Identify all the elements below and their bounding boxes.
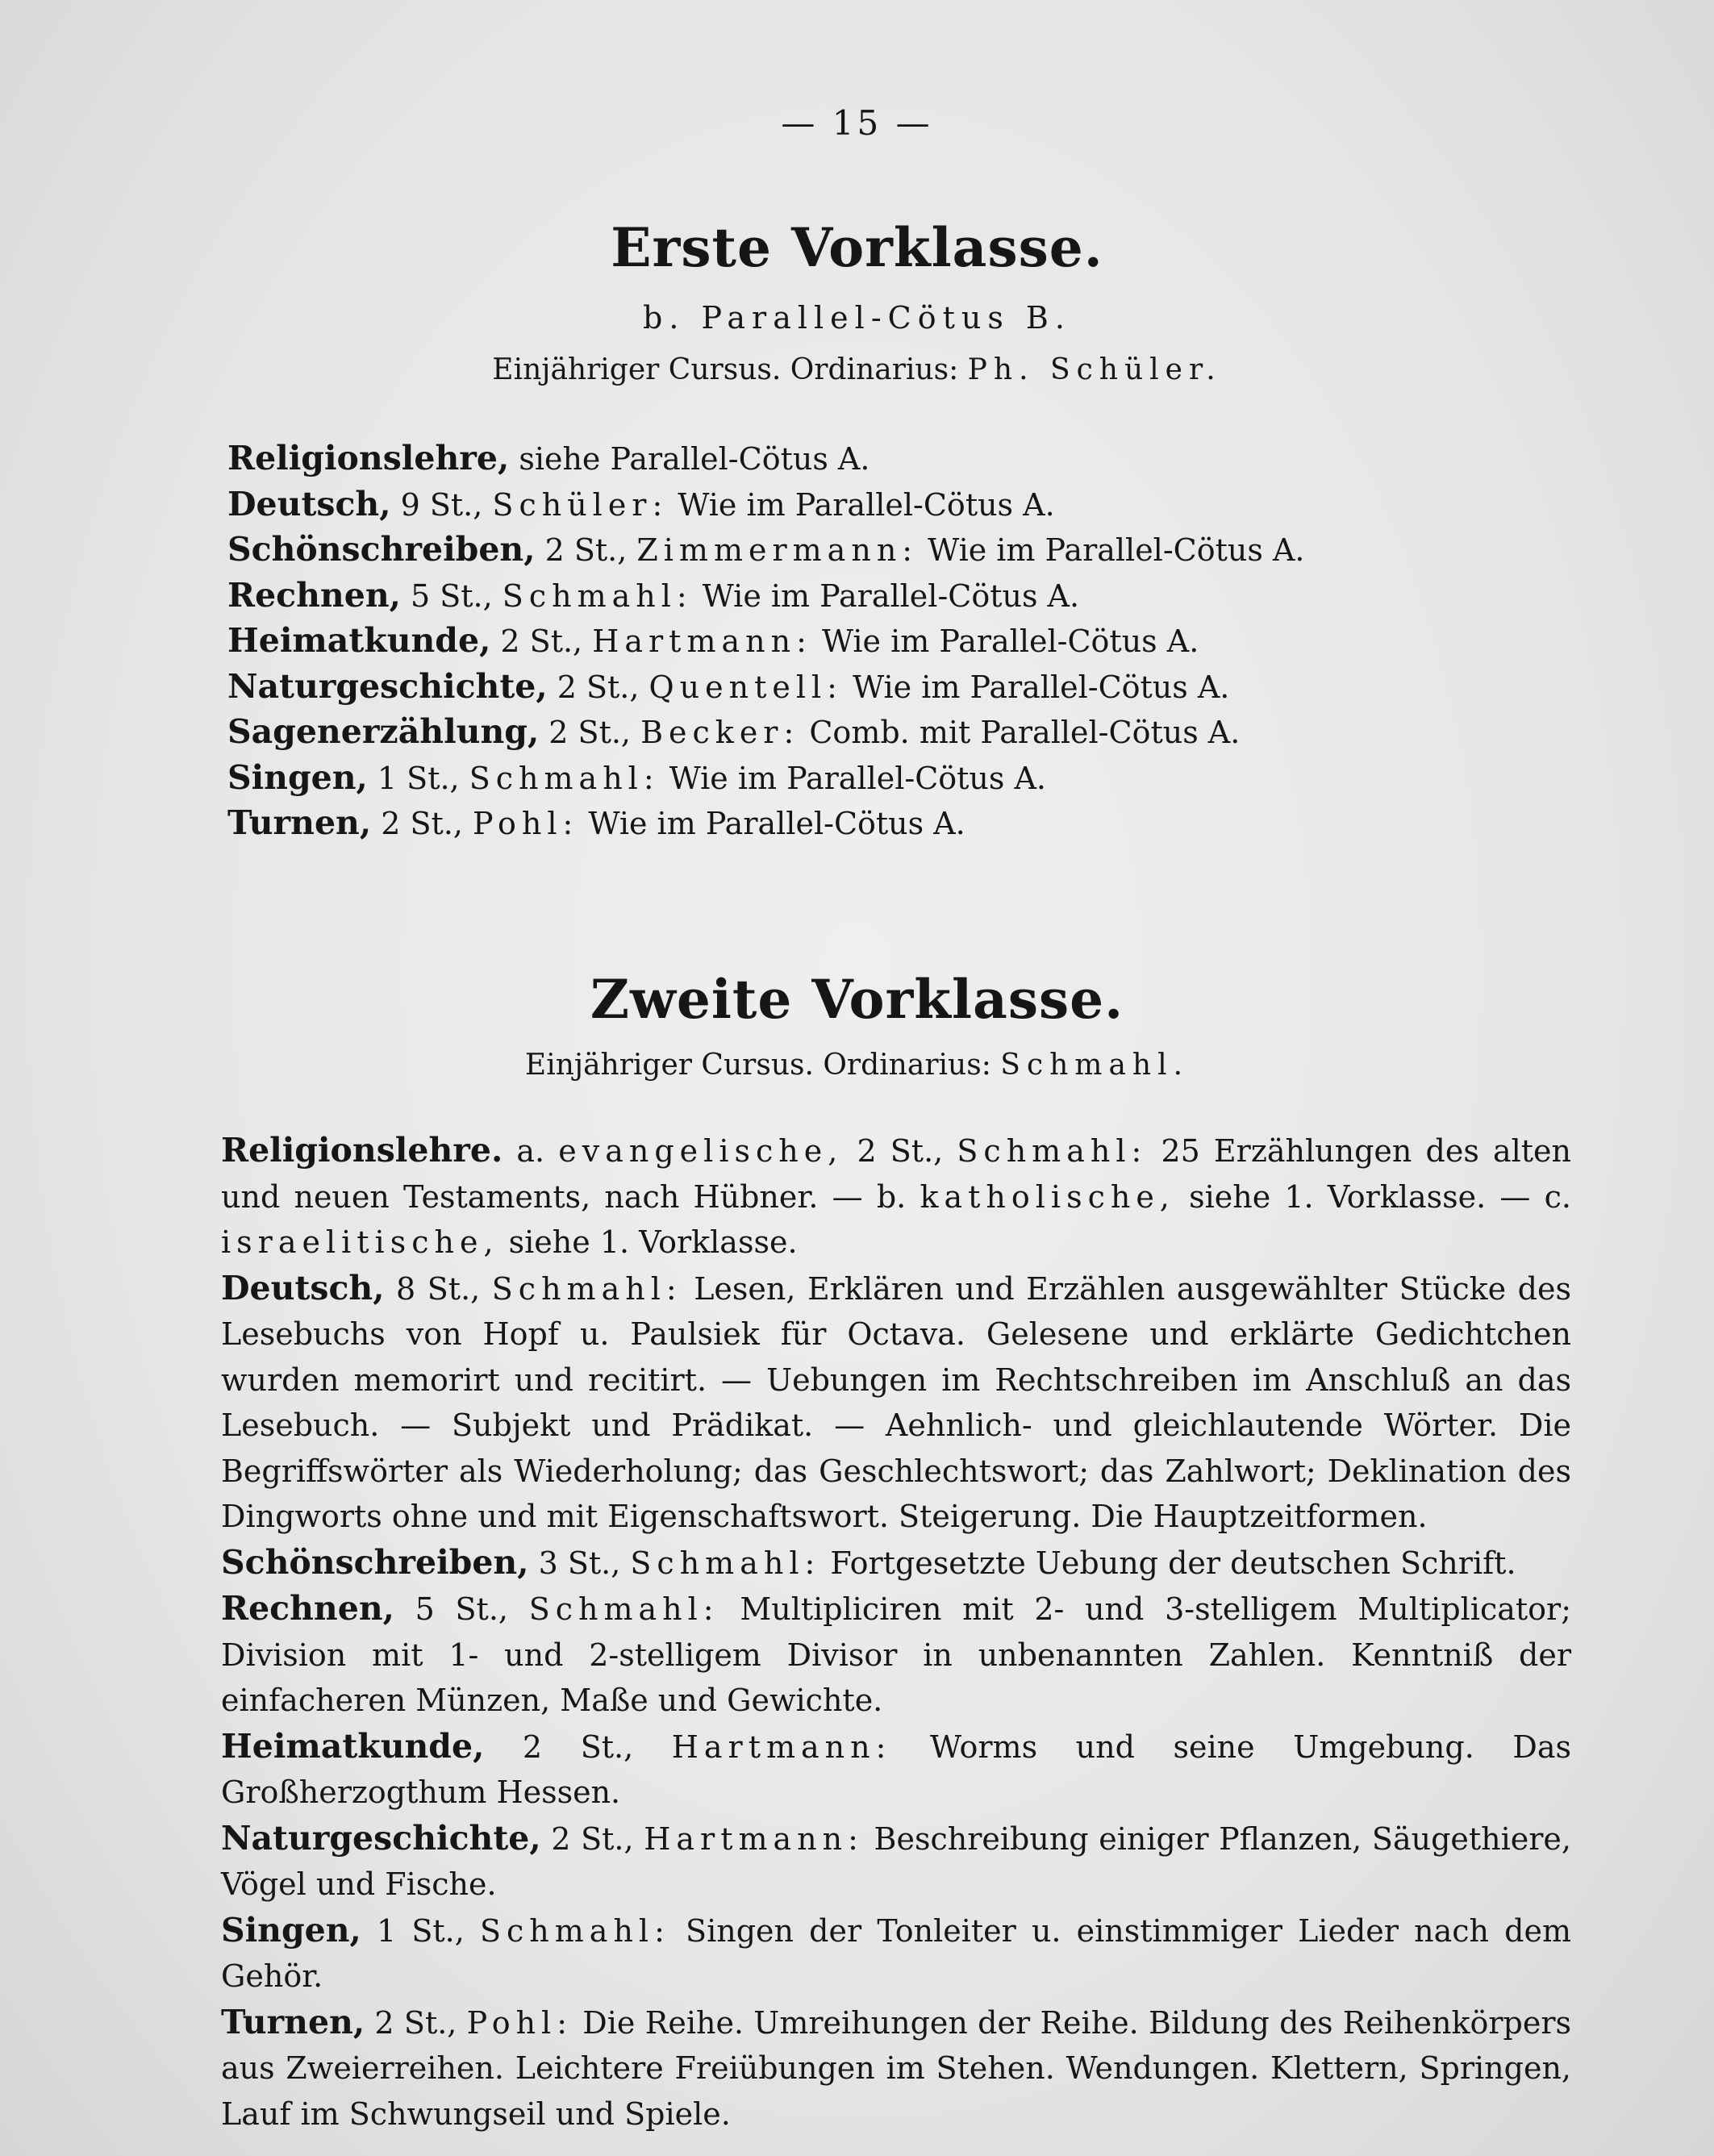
subject-name: Religionslehre. [221, 1131, 503, 1170]
teacher-name: Pohl: [473, 806, 579, 841]
spaced-term: Schmahl: [957, 1133, 1148, 1169]
subject-paragraph [115, 2000, 1571, 2137]
subject-name: Naturgeschichte, [221, 1818, 541, 1858]
paragraph-text: 2 St., [540, 1820, 644, 1857]
subject-row [227, 482, 1599, 528]
paragraph-text: Singen der Tonleiter u. einstimmiger Lieder nach dem Gehör. [221, 1912, 1571, 1994]
subject-paragraph [115, 1586, 1571, 1724]
spaced-term: Schmahl: [491, 1270, 682, 1307]
teacher-name: Becker: [640, 715, 800, 750]
subject-name: Rechnen, [221, 1589, 394, 1628]
paragraph-text: 5 St., [394, 1591, 529, 1627]
subject-row [227, 755, 1599, 801]
teacher-name: Schmahl: [469, 760, 660, 796]
subject-name: Naturgeschichte, [227, 666, 548, 706]
subject-row [227, 573, 1599, 619]
subject-hours: 2 St., [535, 532, 637, 568]
paragraph-text: 2 St., [843, 1133, 957, 1169]
subject-name: Religionslehre, [227, 439, 510, 477]
section1-subtitle: b. Parallel-Cötus B. [643, 300, 1071, 336]
section2-course-line [0, 1049, 1714, 1082]
subject-paragraph [115, 1908, 1571, 2000]
paragraph-text: 2 St., [365, 2004, 467, 2041]
teacher-name: Schüler: [492, 486, 669, 523]
teacher-name: Quentell: [648, 669, 843, 705]
subject-name: Turnen, [227, 803, 372, 842]
subject-name: Singen, [221, 1910, 361, 1950]
ordinarius-name: Ph. Schüler. [967, 353, 1222, 386]
subject-hours: 9 St., [390, 486, 493, 523]
paragraph-text: 3 St., [528, 1545, 631, 1581]
subject-name: Sagenerzählung, [227, 712, 540, 751]
subject-paragraph [115, 1266, 1571, 1540]
spaced-term: katholische, [920, 1178, 1175, 1215]
teacher-name: Zimmermann: [636, 532, 919, 568]
paragraph-text: 1 St., [361, 1912, 480, 1949]
spaced-term: Hartmann: [671, 1729, 892, 1765]
subject-description: Wie im Parallel-Cötus A. [659, 760, 1047, 796]
subject-description: Wie im Parallel-Cötus A. [578, 806, 965, 841]
teacher-name: Schmahl: [502, 578, 693, 614]
subject-paragraph [115, 1540, 1571, 1587]
spaced-term: Schmahl: [479, 1912, 670, 1949]
subject-row [227, 800, 1599, 846]
subject-hours: siehe Parallel-Cötus A. [509, 441, 870, 477]
subject-hours: 2 St., [490, 623, 593, 659]
teacher-name: Hartmann: [592, 623, 812, 659]
spaced-term: evangelische, [558, 1133, 844, 1169]
subject-name: Schönschreiben, [227, 530, 536, 569]
section1-title: Erste Vorklasse. [611, 216, 1103, 279]
subject-row [227, 709, 1599, 755]
subject-description: Wie im Parallel-Cötus A. [843, 669, 1230, 705]
subject-name: Schönschreiben, [221, 1542, 529, 1582]
subject-paragraph [115, 1128, 1571, 1266]
subject-row [227, 664, 1599, 710]
subject-hours: 5 St., [400, 578, 503, 614]
section1-subject-list [227, 436, 1599, 846]
section1-course-line [0, 353, 1714, 386]
spaced-term: Schmahl: [630, 1545, 821, 1581]
paragraph-text: Beschreibung einiger Pflanzen, Säugethiere, Vögel und Fische. [221, 1820, 1572, 1902]
subject-paragraph [115, 1724, 1571, 1816]
spaced-term: Pohl: [466, 2004, 573, 2041]
subject-description: Wie im Parallel-Cötus A. [668, 486, 1055, 523]
ordinarius-name: Schmahl. [1000, 1049, 1190, 1082]
section2-paragraphs [115, 1128, 1571, 2137]
subject-row [227, 618, 1599, 664]
paragraph-text: 2 St., [484, 1729, 672, 1765]
subject-name: Deutsch, [227, 484, 391, 523]
subject-paragraph [115, 1816, 1571, 1908]
subject-name: Rechnen, [227, 575, 401, 615]
paragraph-text: Die Reihe. Umreihungen der Reihe. Bildung des Reihenkörpers aus Zweierreihen. Leichtere Freiübungen im Stehen. Wendungen. Klettern, Springen, Lauf im Schwungseil und Spiele. [221, 2004, 1572, 2132]
section2-title: Zweite Vorklasse. [590, 968, 1124, 1031]
spaced-term: israelitische, [221, 1224, 499, 1260]
paragraph-text: Worms und seine Umgebung. Das Großherzogthum Hessen. [221, 1729, 1572, 1810]
subject-hours: 2 St., [371, 806, 473, 841]
subject-hours: 2 St., [547, 669, 649, 705]
course-label: Einjähriger Cursus. Ordinarius: [492, 353, 959, 386]
paragraph-text: Multipliciren mit 2- und 3-stelligem Multiplicator; Division mit 1- und 2-stelligem Divisor in unbenannten Zahlen. Kenntniß der einfacheren Münzen, Maße und Gewichte. [221, 1591, 1572, 1718]
paragraph-text: siehe 1. Vorklasse. — c. [1174, 1178, 1571, 1215]
paragraph-text: siehe 1. Vorklasse. [498, 1224, 798, 1260]
spaced-term: Schmahl: [528, 1591, 719, 1627]
paragraph-text: 8 St., [384, 1270, 492, 1307]
subject-description: Comb. mit Parallel-Cötus A. [799, 715, 1241, 750]
subject-hours: 2 St., [539, 715, 641, 750]
subject-name: Heimatkunde, [227, 621, 491, 660]
subject-hours: 1 St., [367, 760, 469, 796]
paragraph-text: 25 Erzählungen des alten und neuen Testaments, nach Hübner. — b. [221, 1133, 1572, 1215]
subject-description: Wie im Parallel-Cötus A. [692, 578, 1080, 614]
paragraph-text: a. [503, 1133, 559, 1169]
subject-name: Heimatkunde, [221, 1726, 485, 1766]
course-label: Einjähriger Cursus. Ordinarius: [524, 1049, 991, 1082]
subject-row [227, 527, 1599, 573]
subject-description: Wie im Parallel-Cötus A. [811, 623, 1199, 659]
subject-name: Singen, [227, 757, 368, 797]
paragraph-text: Fortgesetzte Uebung der deutschen Schrift. [820, 1545, 1516, 1581]
subject-description: Wie im Parallel-Cötus A. [918, 532, 1305, 568]
paragraph-text: Lesen, Erklären und Erzählen ausgewählter Stücke des Lesebuchs von Hopf u. Paulsiek für Octava. Gelesene und erklärte Gedichtchen wurden memorirt und recitirt. — Uebungen im Rechtschreiben im Anschluß an das Lesebuch. — Subjekt und Prädikat. — Aehnlich- und gleichlautende Wörter. Die Begriffswörter als Wiederholung; das Geschlechtswort; das Zahlwort; Deklination des Dingworts ohne und mit Eigenschaftswort. Steigerung. Die Hauptzeitformen. [221, 1270, 1572, 1534]
subject-name: Turnen, [221, 2002, 365, 2041]
subject-name: Deutsch, [221, 1268, 385, 1307]
page-number: — 15 — [781, 103, 933, 143]
spaced-term: Hartmann: [644, 1820, 864, 1857]
subject-row [227, 436, 1599, 482]
